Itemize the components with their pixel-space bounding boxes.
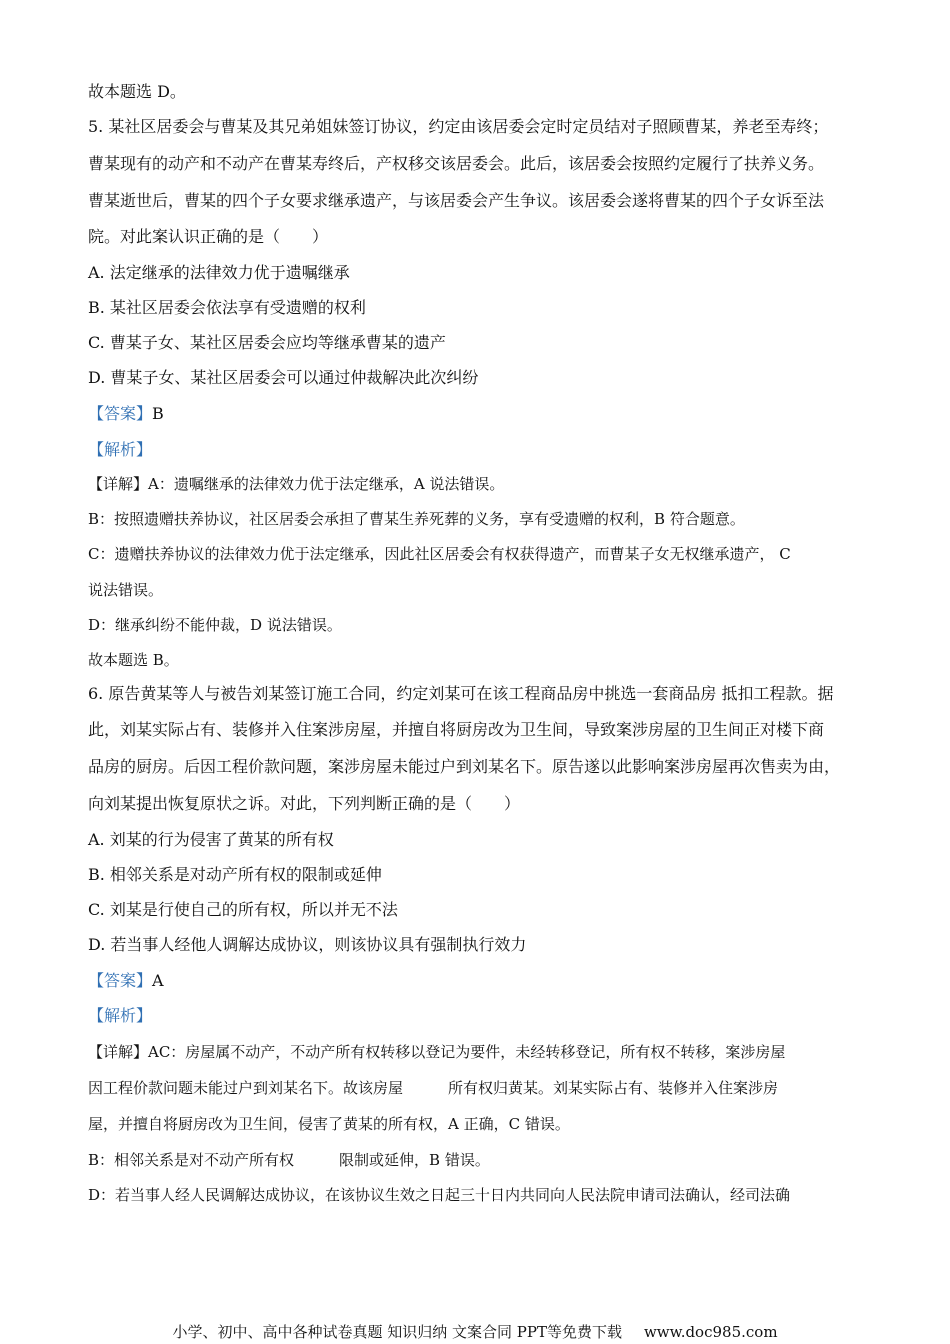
answer-value: B [152, 404, 164, 423]
text-line: 屋，并擅自将厨房改为卫生间，侵害了黄某的所有权，A 正确，C 错误。 [88, 1115, 570, 1133]
text-line: 【详解】AC：房屋属不动产，不动产所有权转移以登记为要件，未经转移登记，所有权不转移，案涉房屋 [88, 1043, 786, 1061]
option-c: C. 曹某子女、某社区居委会应均等继承曹某的遗产 [88, 333, 446, 352]
answer-line [88, 404, 164, 424]
analysis-label: 【解析】 [88, 1006, 153, 1025]
question-5-stem: 5. 某社区居委会与曹某及其兄弟姐妹签订协议，约定由该居委会定时定员结对子照顾曹某，养老至寿终； [88, 117, 829, 136]
page-footer [0, 1322, 950, 1342]
text-line: D：继承纠纷不能仲裁，D 说法错误。 [88, 616, 342, 634]
option-a: A. 法定继承的法律效力优于遗嘱继承 [88, 263, 350, 282]
text-line: 品房的厨房。后因工程价款问题，案涉房屋未能过户到刘某名下。原告遂以此影响案涉房屋再次售卖为由， [88, 757, 841, 776]
text-line: B：按照遗赠扶养协议，社区居委会承担了曹某生养死葬的义务，享有受遗赠的权利，B 符合题意。 [88, 510, 745, 528]
text-line: 此，刘某实际占有、装修并入住案涉房屋，并擅自将厨房改为卫生间，导致案涉房屋的卫生间正对楼下商 [88, 720, 825, 739]
option-d: D. 曹某子女、某社区居委会可以通过仲裁解决此次纠纷 [88, 368, 479, 387]
text-line: D：若当事人经人民调解达成协议，在该协议生效之日起三十日内共同向人民法院申请司法确认，经司法确 [88, 1186, 791, 1204]
footer-url[interactable]: www.doc985.com [643, 1323, 778, 1341]
option-c: C. 刘某是行使自己的所有权，所以并无不法 [88, 900, 398, 919]
text-line: 因工程价款问题未能过户到刘某名下。故该房屋 所有权归黄某。刘某实际占有、装修并入住案涉房 [88, 1079, 779, 1097]
text-line: 院。对此案认识正确的是（ ） [88, 227, 329, 246]
analysis-label: 【解析】 [88, 440, 153, 459]
text-line: 故本题选 B。 [88, 651, 179, 669]
text-line: C：遗赠扶养协议的法律效力优于法定继承，因此社区居委会有权获得遗产，而曹某子女无权继承遗产， C [88, 545, 791, 563]
answer-value: A [152, 971, 164, 990]
footer-text: 小学、初中、高中各种试卷真题 知识归纳 文案合同 PPT等免费下载 [172, 1323, 622, 1341]
answer-line [88, 971, 164, 991]
option-a: A. 刘某的行为侵害了黄某的所有权 [88, 830, 334, 849]
text-line: 曹某逝世后，曹某的四个子女要求继承遗产，与该居委会产生争议。该居委会遂将曹某的四个子女诉至法 [88, 191, 825, 210]
text-line: 故本题选 D。 [88, 82, 186, 101]
text-line: 说法错误。 [88, 581, 164, 599]
answer-label: 【答案】 [88, 971, 153, 990]
text-line: B：相邻关系是对不动产所有权 限制或延伸，B 错误。 [88, 1151, 490, 1169]
text-line: 【详解】A：遗嘱继承的法律效力优于法定继承，A 说法错误。 [88, 475, 505, 493]
question-6-stem: 6. 原告黄某等人与被告刘某签订施工合同，约定刘某可在该工程商品房中挑选一套商品房 抵扣工程款。据 [88, 684, 834, 703]
option-d: D. 若当事人经他人调解达成协议，则该协议具有强制执行效力 [88, 935, 527, 954]
text-line: 曹某现有的动产和不动产在曹某寿终后，产权移交该居委会。此后，该居委会按照约定履行了扶养义务。 [88, 154, 825, 173]
option-b: B. 某社区居委会依法享有受遗赠的权利 [88, 298, 366, 317]
answer-label: 【答案】 [88, 404, 153, 423]
text-line: 向刘某提出恢复原状之诉。对此，下列判断正确的是（ ） [88, 794, 521, 813]
option-b: B. 相邻关系是对动产所有权的限制或延伸 [88, 865, 382, 884]
